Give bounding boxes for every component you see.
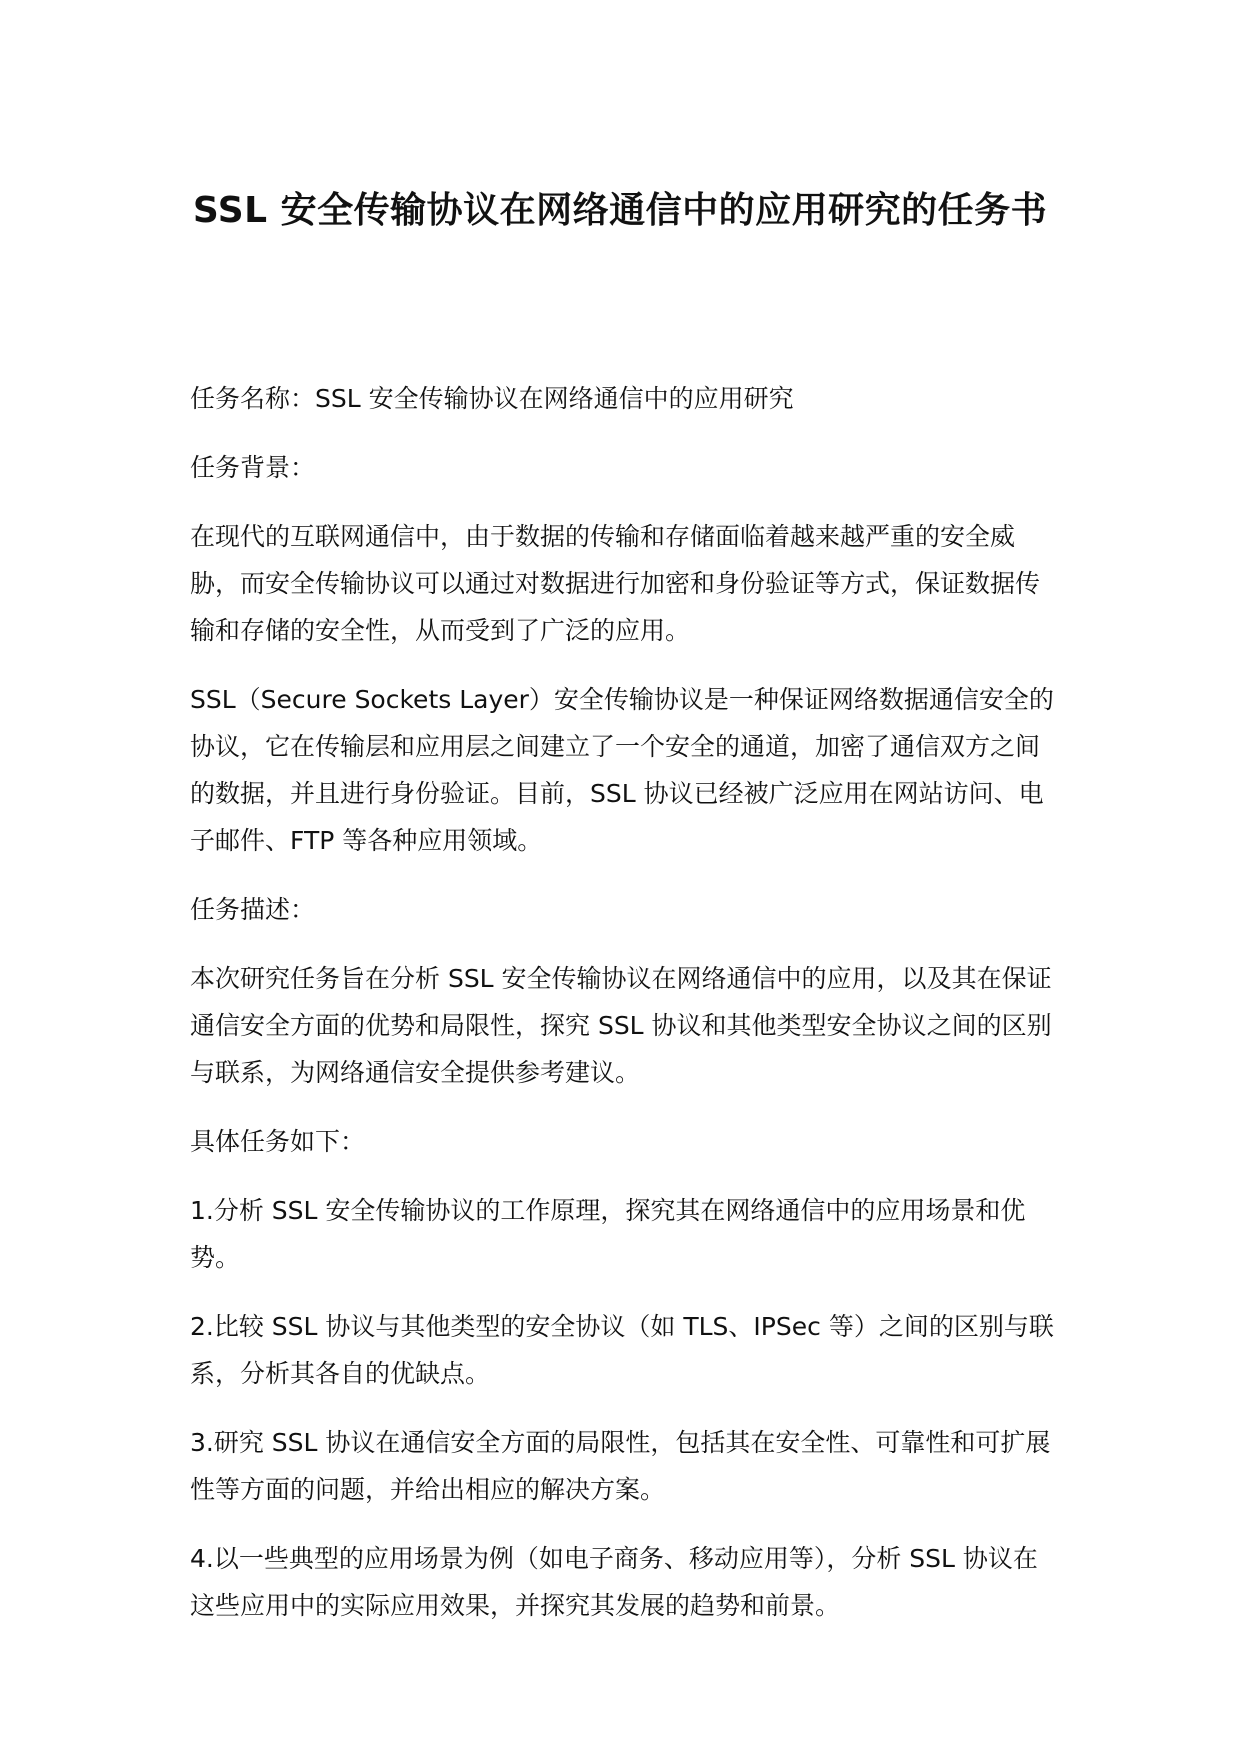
task-description-heading: 任务描述： (190, 895, 316, 924)
task-item-4: 4.以一些典型的应用场景为例（如电子商务、移动应用等），分析 SSL 协议在这些应用中的实际应用效果，并探究其发展的趋势和前景。 (190, 1544, 1038, 1620)
task-background-heading: 任务背景： (190, 453, 316, 482)
task-item-3: 3.研究 SSL 协议在通信安全方面的局限性，包括其在安全性、可靠性和可扩展性等方面的问题，并给出相应的解决方案。 (190, 1428, 1051, 1504)
document-title: SSL 安全传输协议在网络通信中的应用研究的任务书 (192, 190, 1048, 231)
document-body (190, 375, 1060, 1651)
background-paragraph-1: 在现代的互联网通信中，由于数据的传输和存储面临着越来越严重的安全威胁，而安全传输协议可以通过对数据进行加密和身份验证等方式，保证数据传输和存储的安全性，从而受到了广泛的应用。 (190, 522, 1041, 645)
background-paragraph-2: SSL（Secure Sockets Layer）安全传输协议是一种保证网络数据通信安全的协议，它在传输层和应用层之间建立了一个安全的通道，加密了通信双方之间的数据，并且进行身份验证。目前，SSL 协议已经被广泛应用在网站访问、电子邮件、FTP 等各种应用领域。 (190, 685, 1054, 855)
task-item-1: 1.分析 SSL 安全传输协议的工作原理，探究其在网络通信中的应用场景和优势。 (190, 1196, 1026, 1272)
description-paragraph: 本次研究任务旨在分析 SSL 安全传输协议在网络通信中的应用，以及其在保证通信安全方面的优势和局限性，探究 SSL 协议和其他类型安全协议之间的区别与联系，为网络通信安全提供参考建议。 (190, 964, 1052, 1087)
task-name-line: 任务名称：SSL 安全传输协议在网络通信中的应用研究 (190, 384, 794, 413)
specific-tasks-heading: 具体任务如下： (190, 1127, 366, 1156)
task-item-2: 2.比较 SSL 协议与其他类型的安全协议（如 TLS、IPSec 等）之间的区别与联系，分析其各自的优缺点。 (190, 1312, 1054, 1388)
